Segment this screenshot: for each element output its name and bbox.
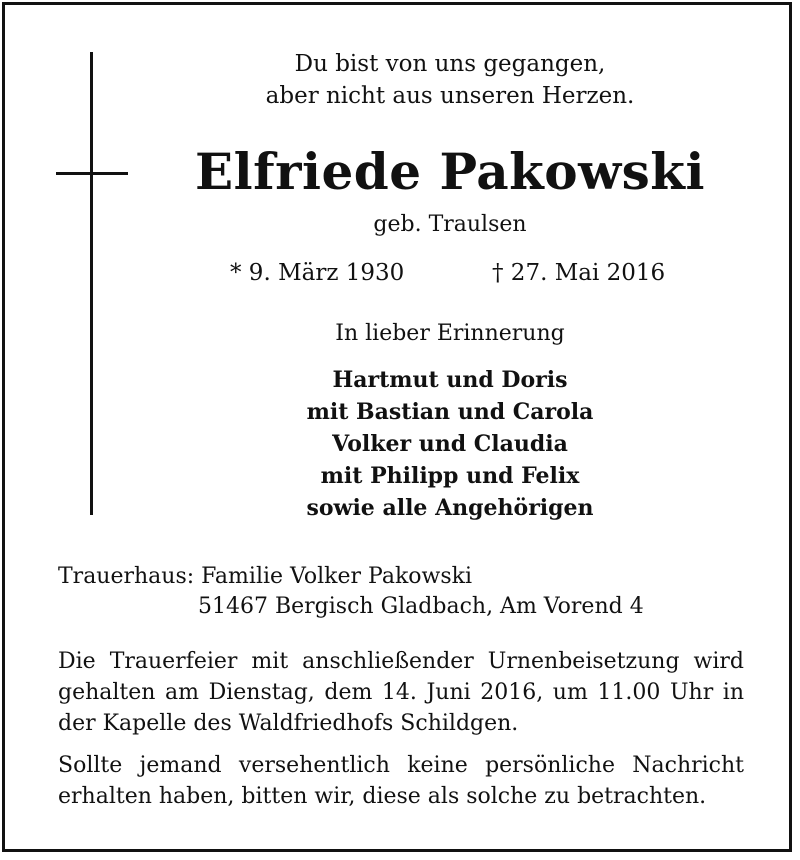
memory-line: In lieber Erinnerung <box>335 321 565 346</box>
motto <box>150 48 750 112</box>
mourning-house-label: Trauerhaus: Familie Volker Pakowski <box>58 564 473 589</box>
funeral-info: Die Trauerfeier mit anschließender Urnenbeisetzung wird gehalten am Dienstag, dem 14. Juni 2016, um 11.00 Uhr in der Kapelle des Waldfriedhofs Schildgen. <box>58 649 744 736</box>
birth-name: geb. Traulsen <box>373 212 527 237</box>
family-member: mit Philipp und Felix <box>320 463 580 489</box>
motto-line-1: Du bist von uns gegangen, <box>294 51 606 77</box>
family-member: Hartmut und Doris <box>332 367 568 393</box>
notice-text: Sollte jemand versehentlich keine persönliche Nachricht erhalten haben, bitten wir, diese als solche zu betrachten. <box>58 753 744 809</box>
mourning-house-address: 51467 Bergisch Gladbach, Am Vorend 4 <box>198 594 644 619</box>
family-member: mit Bastian und Carola <box>306 399 594 425</box>
family-member: Volker und Claudia <box>332 431 568 457</box>
cross-vertical-bar <box>90 52 93 515</box>
death-date: † 27. Mai 2016 <box>492 260 666 286</box>
family-list <box>150 364 750 524</box>
motto-line-2: aber nicht aus unseren Herzen. <box>265 83 635 109</box>
cross-horizontal-bar <box>56 172 128 175</box>
birth-date: * 9. März 1930 <box>230 260 405 286</box>
family-member: sowie alle Angehörigen <box>306 495 594 521</box>
deceased-name: Elfriede Pakowski <box>195 142 705 201</box>
